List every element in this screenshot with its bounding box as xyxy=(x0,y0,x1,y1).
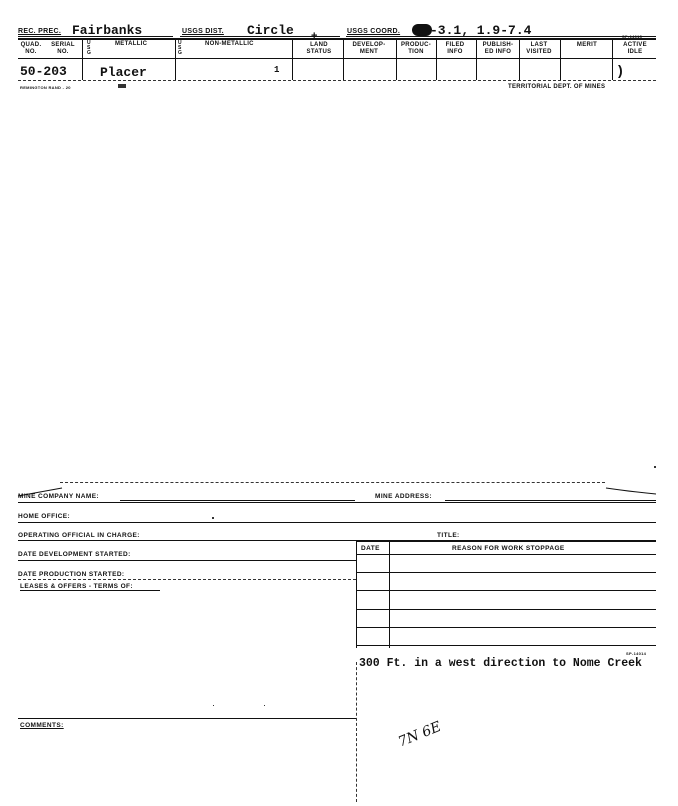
col-production: PRODUC-TION xyxy=(400,42,432,55)
cross-mark-icon: + xyxy=(311,30,318,42)
col-usgs-1: U S G xyxy=(87,40,92,56)
col-metallic: METALLIC xyxy=(115,41,148,47)
form-number-top: SP-14015 xyxy=(622,34,643,39)
mine-company-name-label: MINE COMPANY NAME: xyxy=(18,493,99,500)
footer-mark xyxy=(118,84,126,88)
footer-right: TERRITORIAL DEPT. OF MINES xyxy=(508,84,606,90)
col-usgs-2: U S G xyxy=(178,40,183,56)
col-active-idle: ACTIVE IDLE xyxy=(623,42,647,55)
date-header: DATE xyxy=(361,545,380,552)
quad-value: 50-203 xyxy=(20,64,67,79)
operating-official-label: OPERATING OFFICIAL IN CHARGE: xyxy=(18,532,140,539)
metallic-value: Placer xyxy=(100,65,147,80)
location-note: 300 Ft. in a west direction to Nome Creek xyxy=(359,657,642,670)
col-land-status: LAND STATUS xyxy=(306,42,332,55)
handwritten-note: 7N 6E xyxy=(396,718,444,751)
col-non-metallic: NON-METALLIC xyxy=(205,41,254,47)
rec-prec-label: REC. PREC. xyxy=(18,28,62,35)
col-published-info: PUBLISH-ED INFO xyxy=(482,42,514,55)
col-merit: MERIT xyxy=(576,42,598,48)
mine-address-label: MINE ADDRESS: xyxy=(375,493,432,500)
scan-dot-4 xyxy=(212,517,214,519)
footer-left: REMINGTON RAND - 20 xyxy=(20,85,71,90)
form-number-bottom: SP-14014 xyxy=(626,651,647,656)
reason-header: REASON FOR WORK STOPPAGE xyxy=(452,545,565,552)
scan-dot xyxy=(654,466,656,468)
col-filed-info: FILED INFO xyxy=(445,42,465,55)
usgs-dist-label: USGS DIST. xyxy=(182,28,224,35)
col-last-visited: LAST VISITED xyxy=(526,42,552,55)
col-development: DEVELOP-MENT xyxy=(352,42,386,55)
comments-label: COMMENTS: xyxy=(20,722,64,729)
usgs-coord-label: USGS COORD. xyxy=(347,28,401,35)
scan-dot-3 xyxy=(264,705,265,706)
col-serial-no: SERIAL NO. xyxy=(51,42,75,55)
date-production-started-label: DATE PRODUCTION STARTED: xyxy=(18,571,125,578)
scan-dot-2 xyxy=(213,705,214,706)
redaction-blot xyxy=(412,24,432,36)
active-check-mark: ) xyxy=(618,62,623,78)
rec-prec-value: Fairbanks xyxy=(72,23,143,38)
non-metallic-mark: 1 xyxy=(274,65,280,75)
leases-offers-label: LEASES & OFFERS - TERMS OF: xyxy=(20,583,133,590)
usgs-coord-value: -3.1, 1.9-7.4 xyxy=(430,23,532,38)
usgs-dist-value: Circle xyxy=(247,23,294,38)
title-label: TITLE: xyxy=(437,532,460,539)
corner-stroke-right xyxy=(604,484,658,498)
date-development-started-label: DATE DEVELOPMENT STARTED: xyxy=(18,551,131,558)
home-office-label: HOME OFFICE: xyxy=(18,513,71,520)
col-quad-no: QUAD. NO. xyxy=(20,42,42,55)
